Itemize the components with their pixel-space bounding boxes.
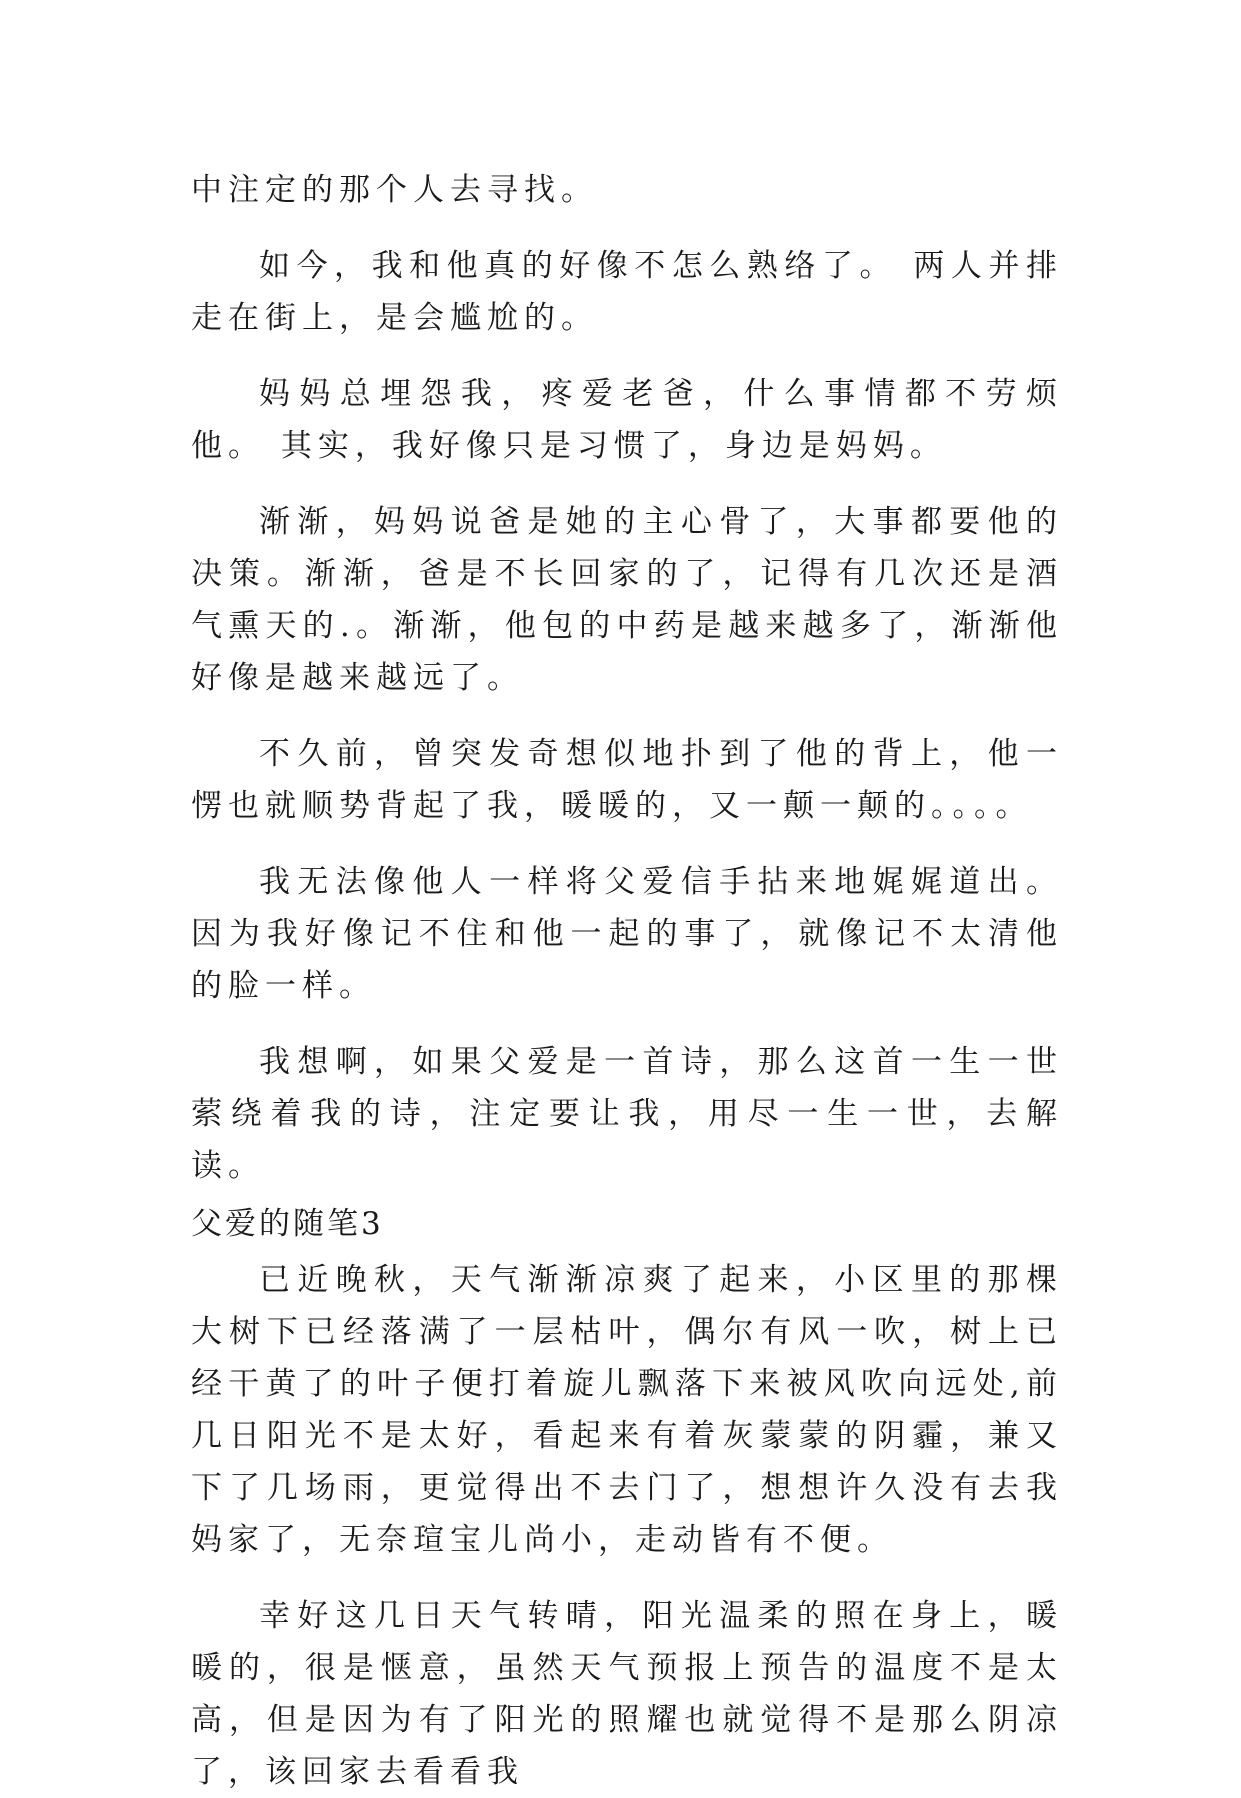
paragraph: 不久前，曾突发奇想似地扑到了他的背上，他一愣也就顺势背起了我，暖暖的，又一颠一颠的。。。。: [191, 736, 1063, 824]
paragraph: 我想啊，如果父爱是一首诗，那么这首一生一世萦绕着我的诗，注定要让我，用尽一生一世，去解读。: [191, 1044, 1063, 1184]
paragraph: 如今，我和他真的好像不怎么熟络了。 两人并排走在街上，是会尴尬的。: [191, 248, 1063, 336]
section-heading: 父爱的随笔3: [191, 1206, 384, 1242]
paragraph: 中注定的那个人去寻找。: [191, 172, 598, 208]
paragraph: 渐渐，妈妈说爸是她的主心骨了，大事都要他的决策。渐渐，爸是不长回家的了，记得有几次还是酒气熏天的.。渐渐，他包的中药是越来越多了，渐渐他好像是越来越远了。: [191, 504, 1063, 696]
paragraph: 我无法像他人一样将父爱信手拈来地娓娓道出。因为我好像记不住和他一起的事了，就像记不太清他的脸一样。: [191, 864, 1063, 1004]
paragraph: 幸好这几日天气转晴，阳光温柔的照在身上，暖暖的，很是惬意，虽然天气预报上预告的温度不是太高，但是因为有了阳光的照耀也就觉得不是那么阴凉了，该回家去看看我: [191, 1598, 1063, 1790]
document-body: [191, 164, 1063, 1798]
paragraph: 已近晚秋，天气渐渐凉爽了起来，小区里的那棵大树下已经落满了一层枯叶，偶尔有风一吹，树上已经干黄了的叶子便打着旋儿飘落下来被风吹向远处,前几日阳光不是太好，看起来有着灰蒙蒙的阴霾，兼又下了几场雨，更觉得出不去门了，想想许久没有去我妈家了，无奈瑄宝儿尚小，走动皆有不便。: [191, 1262, 1063, 1558]
paragraph: 妈妈总埋怨我，疼爱老爸，什么事情都不劳烦他。 其实，我好像只是习惯了，身边是妈妈。: [191, 376, 1063, 464]
